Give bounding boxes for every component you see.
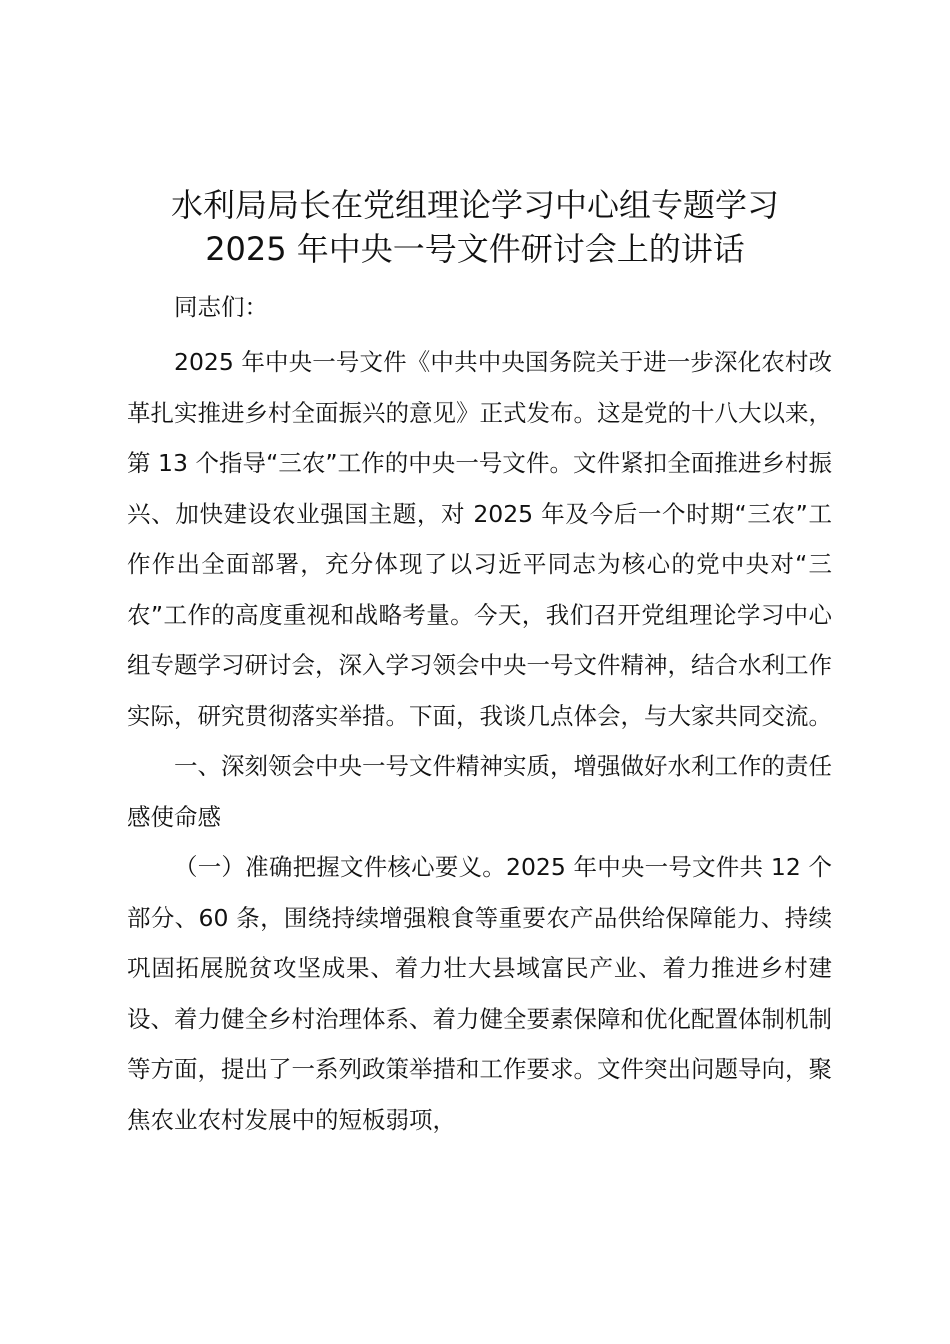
salutation: 同志们： [174, 293, 268, 321]
paragraph-subsection-1: （一）准确把握文件核心要义。2025 年中央一号文件共 12 个部分、60 条，围绕持续增强粮食等重要农产品供给保障能力、持续巩固拓展脱贫攻坚成果、着力壮大县域富民产业、着力推进乡村建设、着力健全乡村治理体系、着力健全要素保障和优化配置体制机制等方面，提出了一系列政策举措和工作要求。文件突出问题导向，聚焦农业农村发展中的短板弱项， [127, 853, 832, 1134]
title-line-1: 水利局局长在党组理论学习中心组专题学习 [170, 186, 779, 224]
paragraph-intro: 2025 年中央一号文件《中共中央国务院关于进一步深化农村改革扎实推进乡村全面振兴的意见》正式发布。这是党的十八大以来，第 13 个指导“三农”工作的中央一号文件。文件紧扣全面推进乡村振兴、加快建设农业强国主题，对 2025 年及今后一个时期“三农”工作作出全面部署，充分体现了以习近平同志为核心的党中央对“三农”工作的高度重视和战略考量。今天，我们召开党组理论学习中心组专题学习研讨会，深入学习领会中央一号文件精神，结合水利工作实际，研究贯彻落实举措。下面，我谈几点体会，与大家共同交流。 [127, 348, 832, 730]
document-body [127, 287, 832, 1145]
title-line-2: 2025 年中央一号文件研讨会上的讲话 [205, 230, 745, 268]
section-heading-1: 一、深刻领会中央一号文件精神实质，增强做好水利工作的责任感使命感 [127, 752, 832, 831]
document-title [120, 183, 830, 271]
